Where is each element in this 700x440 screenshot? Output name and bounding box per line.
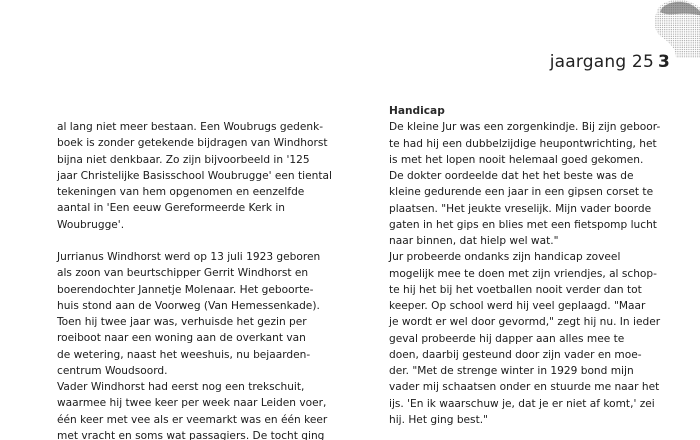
text-line: bijna niet denkbaar. Zo zijn bijvoorbeeld in '125 bbox=[57, 153, 310, 166]
right-column bbox=[389, 103, 691, 428]
text-line: De kleine Jur was een zorgenkindje. Bij zijn geboor- bbox=[389, 121, 661, 134]
portrait-silhouette-image bbox=[646, 0, 700, 58]
text-line: je wordt er wel door gevormd," zegt hij nu. In ieder bbox=[389, 316, 661, 329]
text-line: Woubrugge'. bbox=[57, 218, 125, 231]
text-line: jaar Christelijke Basisschool Woubrugge' een tiental bbox=[57, 169, 332, 182]
text-line: De dokter oordeelde dat het het beste was de bbox=[389, 170, 634, 182]
text-line: aantal in 'Een eeuw Gereformeerde Kerk in bbox=[57, 202, 285, 215]
text-line: plaatsen. "Het jeukte vreselijk. Mijn vader boorde bbox=[389, 202, 652, 215]
text-line: kleine gedurende een jaar in een gipsen corset te bbox=[389, 186, 654, 199]
text-line: vader mij schaatsen onder en stuurde me naar het bbox=[389, 381, 660, 394]
text-line: boek is zonder getekende bijdragen van Windhorst bbox=[57, 137, 328, 150]
text-line: de wetering, naast het weeshuis, nu bejaarden- bbox=[57, 348, 311, 361]
text-line: Jur probeerde ondanks zijn handicap zoveel bbox=[389, 251, 621, 264]
text-line: al lang niet meer bestaan. Een Woubrugs gedenk- bbox=[57, 121, 324, 133]
text-line: als zoon van beurtschipper Gerrit Windhorst en bbox=[57, 267, 309, 280]
section-heading: Handicap bbox=[389, 105, 445, 117]
page-number: 3 bbox=[657, 52, 670, 72]
text-line: mogelijk mee te doen met zijn vriendjes, al schop- bbox=[389, 267, 657, 280]
left-column bbox=[57, 119, 359, 440]
text-line: Vader Windhorst had eerst nog een trekschuit, bbox=[57, 381, 305, 393]
page-header bbox=[550, 52, 670, 72]
text-line: één keer met vee als er veemarkt was en één keer bbox=[57, 413, 328, 426]
text-line: te hij het bij het voetballen nooit verder dan tot bbox=[389, 283, 642, 296]
text-line: centrum Woudsoord. bbox=[57, 364, 168, 377]
text-line: hij. Het ging best." bbox=[389, 413, 488, 426]
text-line: waarmee hij twee keer per week naar Leiden voer, bbox=[57, 397, 327, 410]
text-line: Toen hij twee jaar was, verhuisde het gezin per bbox=[57, 316, 307, 328]
text-line: Jurrianus Windhorst werd op 13 juli 1923 geboren bbox=[57, 251, 321, 263]
text-line: geval probeerde hij dapper aan alles mee te bbox=[389, 332, 625, 345]
text-line: boerendochter Jannetje Molenaar. Het geboorte- bbox=[57, 283, 314, 296]
text-line: tekeningen van hem opgenomen en eenzelfde bbox=[57, 186, 305, 198]
text-line: der. "Met de strenge winter in 1929 bond mijn bbox=[389, 365, 634, 377]
paragraph-gap bbox=[57, 233, 359, 249]
text-line: naar binnen, dat hielp wel wat." bbox=[389, 235, 559, 247]
text-line: gaten in het gips en blies met een fietspomp lucht bbox=[389, 218, 657, 231]
text-line: ijs. 'En ik waarschuw je, dat je er niet af komt,' zei bbox=[389, 397, 655, 410]
text-line: te had hij een dubbelzijdige heupontwrichting, het bbox=[389, 137, 657, 150]
text-line: huis stond aan de Voorweg (Van Hemessenkade). bbox=[57, 299, 320, 312]
text-line: keeper. Op school werd hij veel geplaagd. "Maar bbox=[389, 300, 646, 312]
text-line: doen, daarbij gesteund door zijn vader en moe- bbox=[389, 348, 642, 361]
text-line: is met het lopen nooit helemaal goed gekomen. bbox=[389, 153, 644, 166]
issue-label: jaargang 25 bbox=[549, 52, 654, 72]
text-line: roeiboot naar een woning aan de overkant van bbox=[57, 332, 306, 345]
text-line: met vracht en soms wat passagiers. De tocht ging bbox=[57, 429, 325, 440]
